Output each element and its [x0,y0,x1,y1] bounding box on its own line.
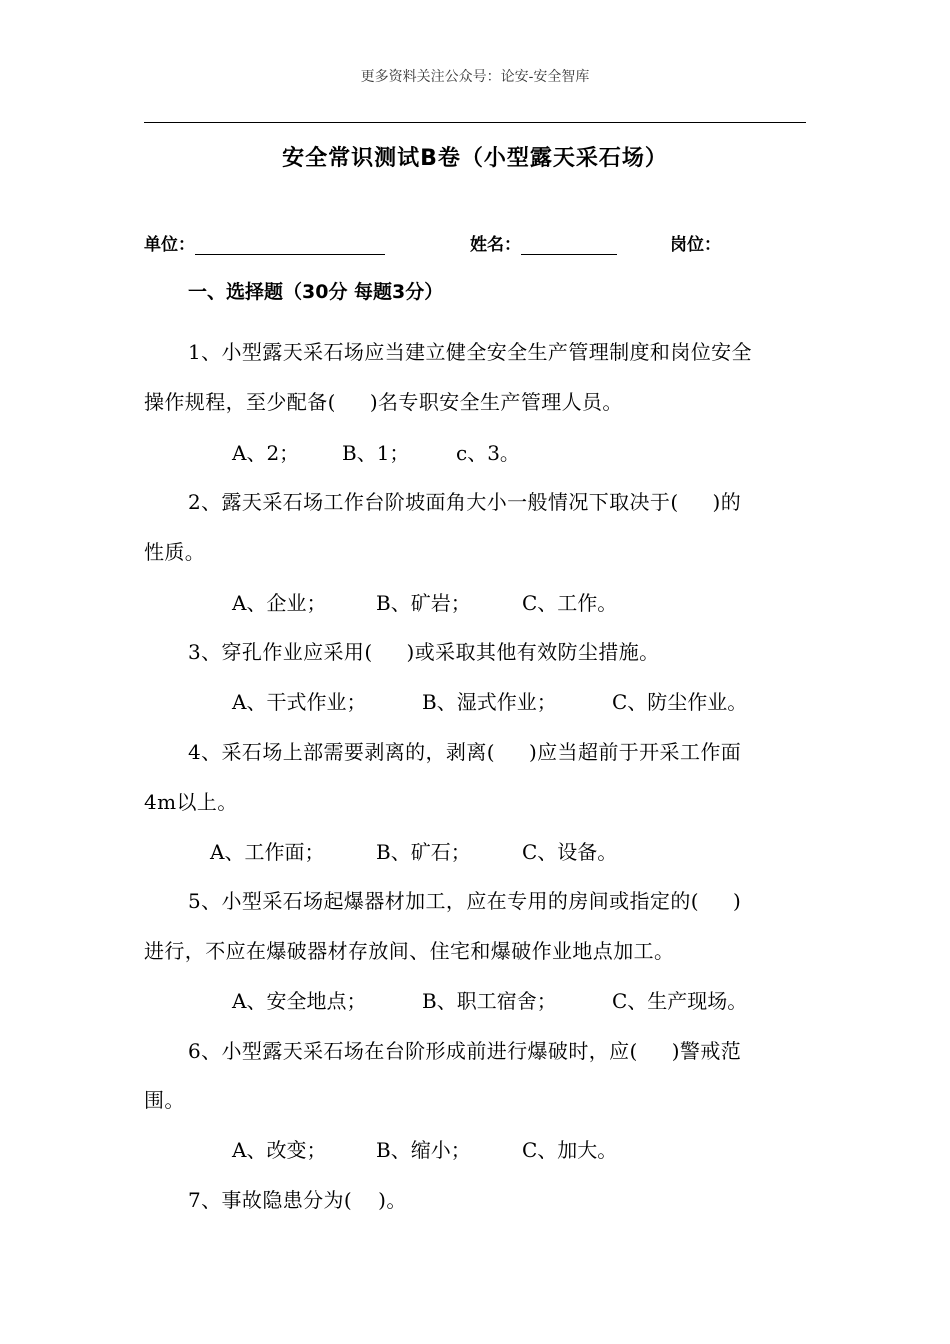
question-6-line-1: 6、小型露天采石场在台阶形成前进行爆破时，应( )警戒范 [188,1039,742,1063]
name-field [470,230,617,255]
question-4-line-1: 4、采石场上部需要剥离的，剥离( )应当超前于开采工作面 [188,740,742,764]
option-c: C、防尘作业。 [612,690,748,714]
examinee-info-row [144,230,806,256]
unit-label: 单位： [144,235,195,255]
name-label: 姓名： [470,235,521,255]
option-a: A、改变； [232,1138,327,1162]
option-a: A、干式作业； [232,690,367,714]
option-c: c、3。 [456,441,520,465]
page-header: 更多资料关注公众号：论安-安全智库 [360,69,590,85]
question-7-line-1: 7、事故隐患分为( )。 [188,1188,407,1212]
question-1-line-1: 1、小型露天采石场应当建立健全安全生产管理制度和岗位安全 [188,340,752,364]
option-b: B、职工宿舍； [422,989,557,1013]
question-2-line-1: 2、露天采石场工作台阶坡面角大小一般情况下取决于( )的 [188,490,742,514]
option-a: A、2； [232,441,300,465]
header-rule [144,122,806,123]
question-6-line-2: 围。 [144,1088,185,1112]
question-5-line-1: 5、小型采石场起爆器材加工，应在专用的房间或指定的( ) [188,889,742,913]
unit-field [144,230,385,255]
document-title: 安全常识测试B卷（小型露天采石场） [282,146,668,171]
option-b: B、矿石； [376,840,471,864]
option-c: C、加大。 [522,1138,618,1162]
post-field [670,230,721,255]
option-c: C、设备。 [522,840,618,864]
option-a: A、企业； [232,591,327,615]
unit-blank-line[interactable] [195,236,385,255]
name-blank-line[interactable] [521,236,617,255]
section-heading: 一、选择题（30分 每题3分） [188,281,444,303]
question-1-line-2: 操作规程，至少配备( )名专职安全生产管理人员。 [144,390,623,414]
option-b: B、湿式作业； [422,690,557,714]
question-4-line-2: 4m以上。 [144,790,238,814]
option-c: C、工作。 [522,591,618,615]
question-5-line-2: 进行，不应在爆破器材存放间、住宅和爆破作业地点加工。 [144,939,675,963]
post-label: 岗位： [670,235,721,255]
question-3-line-1: 3、穿孔作业应采用( )或采取其他有效防尘措施。 [188,640,660,664]
option-c: C、生产现场。 [612,989,748,1013]
question-2-line-2: 性质。 [144,540,206,564]
option-a: A、安全地点； [232,989,367,1013]
option-b: B、1； [342,441,410,465]
option-b: B、缩小； [376,1138,471,1162]
option-a: A、工作面； [210,840,325,864]
option-b: B、矿岩； [376,591,471,615]
